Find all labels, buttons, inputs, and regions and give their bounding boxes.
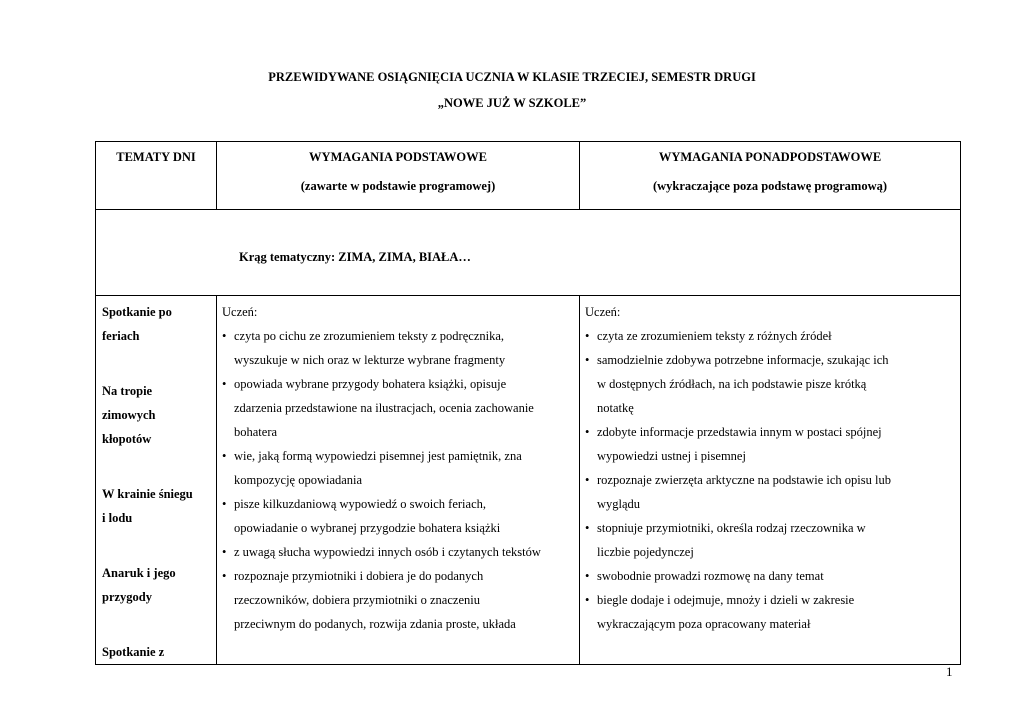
- basic-requirement-item-line: bohatera: [234, 425, 278, 439]
- basic-requirement-item-line: • wie, jaką formą wypowiedzi pisemnej jest pamiętnik, zna: [234, 449, 522, 463]
- day-topic: [102, 561, 216, 609]
- day-topic-line: Spotkanie po: [102, 305, 172, 319]
- document-subtitle: „NOWE JUŻ W SZKOLE”: [437, 96, 587, 110]
- basic-requirements-cell: [217, 296, 580, 665]
- advanced-requirements-cell: [580, 296, 961, 665]
- advanced-requirement-item: [585, 420, 956, 468]
- advanced-requirement-item-line: • rozpoznaje zwierzęta arktyczne na podstawie ich opisu lub: [597, 473, 891, 487]
- days-cell: [96, 296, 217, 665]
- advanced-requirement-item-line: • swobodnie prowadzi rozmowę na dany temat: [597, 569, 824, 583]
- day-topic: [102, 300, 216, 348]
- basic-requirement-item-line: • opowiada wybrane przygody bohatera książki, opisuje: [234, 377, 507, 391]
- day-topic-line: Spotkanie z: [102, 645, 165, 659]
- day-topic-line: Anaruk i jego: [102, 566, 176, 580]
- advanced-requirement-item-line: wykraczającym poza opracowany materiał: [597, 617, 811, 631]
- advanced-requirement-item-line: • zdobyte informacje przedstawia innym w postaci spójnej: [597, 425, 882, 439]
- advanced-requirement-item-line: • stopniuje przymiotniki, określa rodzaj rzeczownika w: [597, 521, 866, 535]
- day-topic-line: zimowych: [102, 408, 156, 422]
- advanced-requirement-item-line: liczbie pojedynczej: [597, 545, 694, 559]
- header-cell-basic: [217, 142, 580, 210]
- basic-requirements-list: [222, 324, 575, 636]
- advanced-requirement-item: [585, 564, 956, 588]
- advanced-requirement-item-line: • biegle dodaje i odejmuje, mnoży i dzieli w zakresie: [597, 593, 855, 607]
- column-subheader-advanced: (wykraczające poza podstawę programową): [652, 179, 888, 193]
- basic-requirement-item: [222, 492, 575, 540]
- requirements-table: [95, 141, 961, 665]
- basic-requirement-item-line: • rozpoznaje przymiotniki i dobiera je do podanych: [234, 569, 484, 583]
- basic-requirement-item: [222, 372, 575, 444]
- day-topic: [102, 482, 216, 530]
- advanced-requirement-item-line: • samodzielnie zdobywa potrzebne informacje, szukając ich: [597, 353, 889, 367]
- page-number: 1: [946, 664, 953, 679]
- advanced-requirement-item: [585, 348, 956, 420]
- advanced-requirement-item: [585, 516, 956, 564]
- basic-requirement-item-line: kompozycję opowiadania: [234, 473, 363, 487]
- advanced-requirement-item-line: notatkę: [597, 401, 634, 415]
- day-topic-line: kłopotów: [102, 432, 152, 446]
- day-topic-line: przygody: [102, 590, 152, 604]
- day-topic: [102, 640, 216, 664]
- basic-requirement-item-line: przeciwnym do podanych, rozwija zdania proste, układa: [234, 617, 516, 631]
- column-header-topics: TEMATY DNI: [116, 150, 196, 164]
- basic-requirement-item-line: wyszukuje w nich oraz w lekturze wybrane fragmenty: [234, 353, 506, 367]
- advanced-requirement-item-line: wypowiedzi ustnej i pisemnej: [597, 449, 746, 463]
- header-cell-topics: [96, 142, 217, 210]
- day-topic-line: Na tropie: [102, 384, 153, 398]
- advanced-requirements-list: [585, 324, 956, 636]
- advanced-intro: Uczeń:: [585, 305, 621, 319]
- basic-requirement-item-line: rzeczowników, dobiera przymiotniki o znaczeniu: [234, 593, 480, 607]
- advanced-requirement-item: [585, 588, 956, 636]
- basic-intro: Uczeń:: [222, 305, 258, 319]
- basic-requirement-item-line: • czyta po cichu ze zrozumieniem teksty z podręcznika,: [234, 329, 505, 343]
- header-cell-advanced: [580, 142, 961, 210]
- day-topic: [102, 379, 216, 451]
- basic-requirement-item-line: zdarzenia przedstawione na ilustracjach, ocenia zachowanie: [234, 401, 534, 415]
- theme-cell: [96, 210, 961, 296]
- advanced-requirement-item: [585, 324, 956, 348]
- advanced-requirement-item-line: w dostępnych źródłach, na ich podstawie pisze krótką: [597, 377, 867, 391]
- advanced-requirement-item: [585, 468, 956, 516]
- day-topic-line: W krainie śniegu: [102, 487, 193, 501]
- advanced-requirement-item-line: • czyta ze zrozumieniem teksty z różnych źródeł: [597, 329, 832, 343]
- column-subheader-basic: (zawarte w podstawie programowej): [300, 179, 496, 193]
- day-topics-list: [96, 296, 216, 664]
- basic-requirement-item: [222, 564, 575, 636]
- basic-requirement-item-line: • pisze kilkuzdaniową wypowiedź o swoich feriach,: [234, 497, 487, 511]
- document-title: PRZEWIDYWANE OSIĄGNIĘCIA UCZNIA W KLASIE TRZECIEJ, SEMESTR DRUGI: [268, 70, 756, 84]
- day-topic-line: feriach: [102, 329, 140, 343]
- advanced-requirement-item-line: wyglądu: [597, 497, 641, 511]
- basic-requirement-item-line: • z uwagą słucha wypowiedzi innych osób i czytanych tekstów: [234, 545, 541, 559]
- theme-label: Krąg tematyczny: ZIMA, ZIMA, BIAŁA…: [239, 250, 471, 264]
- day-topic-line: i lodu: [102, 511, 133, 525]
- column-header-advanced: WYMAGANIA PONADPODSTAWOWE: [658, 150, 882, 164]
- column-header-basic: WYMAGANIA PODSTAWOWE: [309, 150, 487, 164]
- basic-requirement-item: [222, 540, 575, 564]
- basic-requirement-item-line: opowiadanie o wybranej przygodzie bohatera książki: [234, 521, 501, 535]
- basic-requirement-item: [222, 444, 575, 492]
- basic-requirement-item: [222, 324, 575, 372]
